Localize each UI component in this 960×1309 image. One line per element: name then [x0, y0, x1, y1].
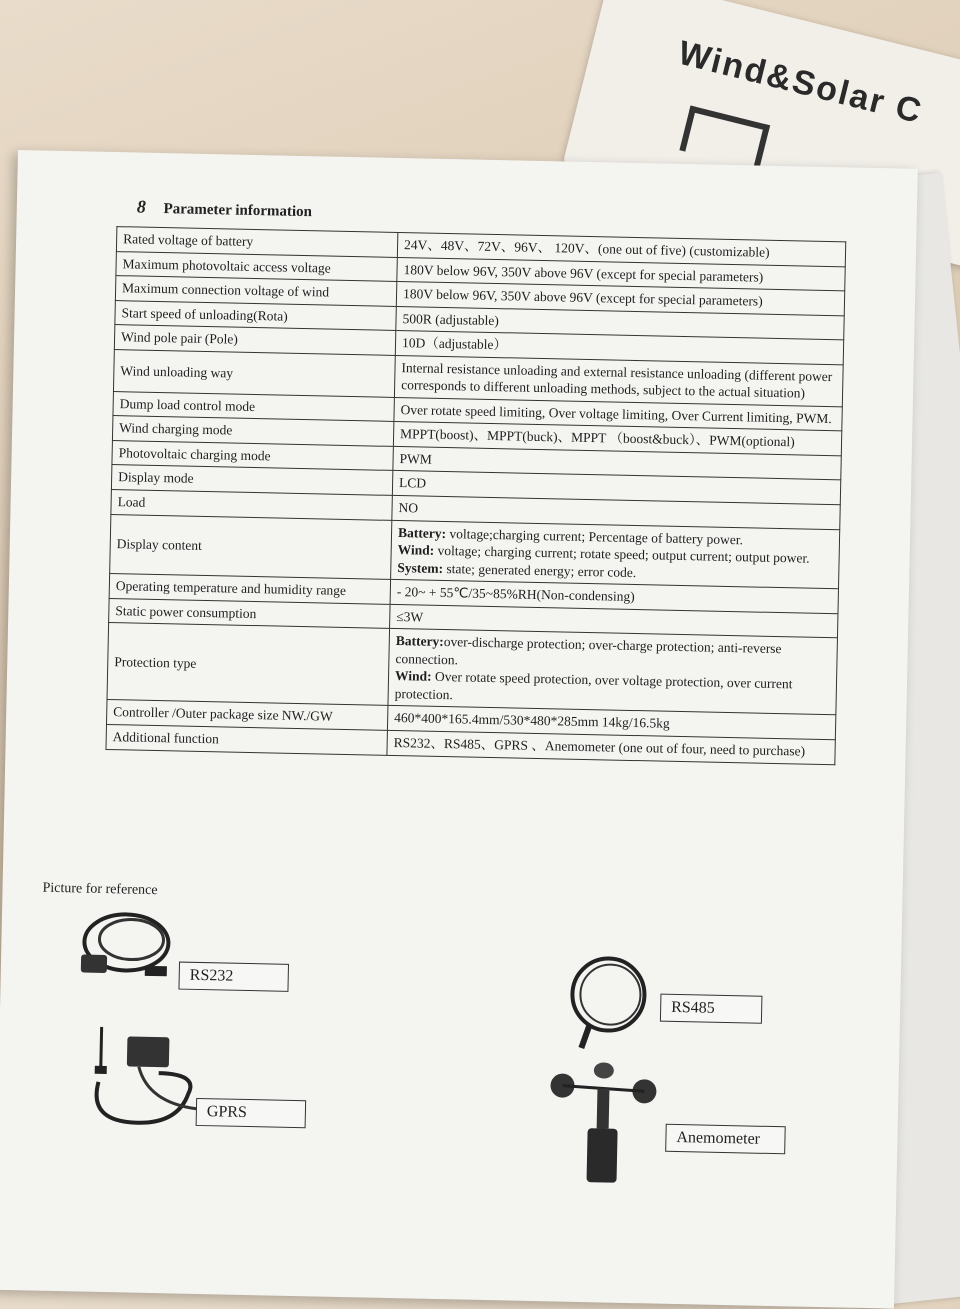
- system-key: System:: [397, 559, 444, 576]
- rs485-cable-icon: [559, 952, 661, 1054]
- param-value: 500R (adjustable): [396, 306, 844, 340]
- param-value: [391, 520, 840, 589]
- param-value: PWM: [393, 446, 841, 480]
- param-label: Start speed of unloading(Rota): [115, 300, 396, 330]
- param-label: Display mode: [111, 465, 392, 495]
- product-box-text: Wind&Solar C: [674, 33, 927, 132]
- param-label: Wind unloading way: [113, 349, 395, 397]
- param-label: Static power consumption: [109, 598, 390, 628]
- param-value: 460*400*165.4mm/530*480*285mm 14kg/16.5kg: [387, 706, 835, 740]
- param-value: 180V below 96V, 350V above 96V (except for special parameters): [397, 257, 845, 291]
- param-value: Over rotate speed limiting, Over voltage limiting, Over Current limiting, PWM.: [394, 397, 842, 431]
- param-value: MPPT(boost)、MPPT(buck)、MPPT （boost&buck）、PWM(optional): [393, 422, 841, 456]
- param-label: Photovoltaic charging mode: [112, 440, 393, 470]
- battery-key: Battery:: [395, 633, 444, 650]
- param-label: Additional function: [106, 725, 387, 755]
- manual-page: [0, 150, 918, 1309]
- param-label: Maximum photovoltaic access voltage: [116, 251, 397, 281]
- reference-title: Picture for reference: [42, 880, 158, 899]
- anemometer-label: Anemometer: [665, 1124, 786, 1155]
- param-label: Dump load control mode: [113, 391, 394, 421]
- param-label: Wind pole pair (Pole): [114, 325, 395, 355]
- wind-text: voltage; charging current; rotate speed; output current; output power.: [434, 542, 810, 566]
- param-value: 10D（adjustable）: [395, 331, 843, 365]
- battery-key: Battery:: [397, 524, 447, 541]
- rs232-cable-icon: [70, 906, 182, 988]
- param-value: ≤3W: [390, 604, 838, 638]
- battery-text: over-discharge protection; over-charge protection; anti-reverse connection.: [395, 634, 782, 668]
- section-title: Parameter information: [163, 201, 313, 221]
- param-label: Rated voltage of battery: [116, 227, 397, 257]
- param-value: 24V、48V、72V、96V、 120V、(one out of five) (customizable): [397, 232, 845, 266]
- param-value: RS232、RS485、GPRS 、Anemometer (one out of four, need to purchase): [387, 730, 835, 764]
- wind-key: Wind:: [397, 542, 435, 558]
- section-number: 8: [136, 196, 147, 217]
- param-label: Wind charging mode: [112, 416, 393, 446]
- param-value: Internal resistance unloading and external resistance unloading (different power corresponds to different unloading methods, subject to the actual situation): [394, 355, 843, 406]
- gprs-label: GPRS: [196, 1098, 307, 1128]
- parameter-table: [105, 226, 846, 765]
- param-label: Controller /Outer package size NW./GW: [106, 700, 387, 730]
- rs485-label: RS485: [660, 994, 763, 1024]
- wind-key: Wind:: [394, 668, 432, 685]
- param-value: 180V below 96V, 350V above 96V (except for special parameters): [396, 282, 844, 316]
- system-text: state; generated energy; error code.: [442, 560, 637, 580]
- battery-text: voltage;charging current; Percentage of battery power.: [445, 525, 744, 547]
- param-label: Operating temperature and humidity range: [109, 574, 390, 604]
- param-label: Load: [111, 490, 392, 520]
- param-value: LCD: [392, 471, 840, 505]
- anemometer-icon: [546, 1061, 659, 1193]
- product-logo-icon: [679, 106, 770, 170]
- param-label: Maximum connection voltage of wind: [115, 276, 396, 306]
- param-label: Display content: [110, 514, 392, 580]
- wind-text: Over rotate speed protection, over voltage protection, over current protection.: [394, 669, 793, 703]
- param-value: - 20~ + 55℃/35~85%RH(Non-condensing): [390, 580, 838, 614]
- param-value: [388, 629, 838, 716]
- param-label: Protection type: [107, 623, 390, 706]
- rs232-label: RS232: [178, 962, 289, 992]
- section-heading: [137, 197, 313, 222]
- param-value: NO: [392, 495, 840, 529]
